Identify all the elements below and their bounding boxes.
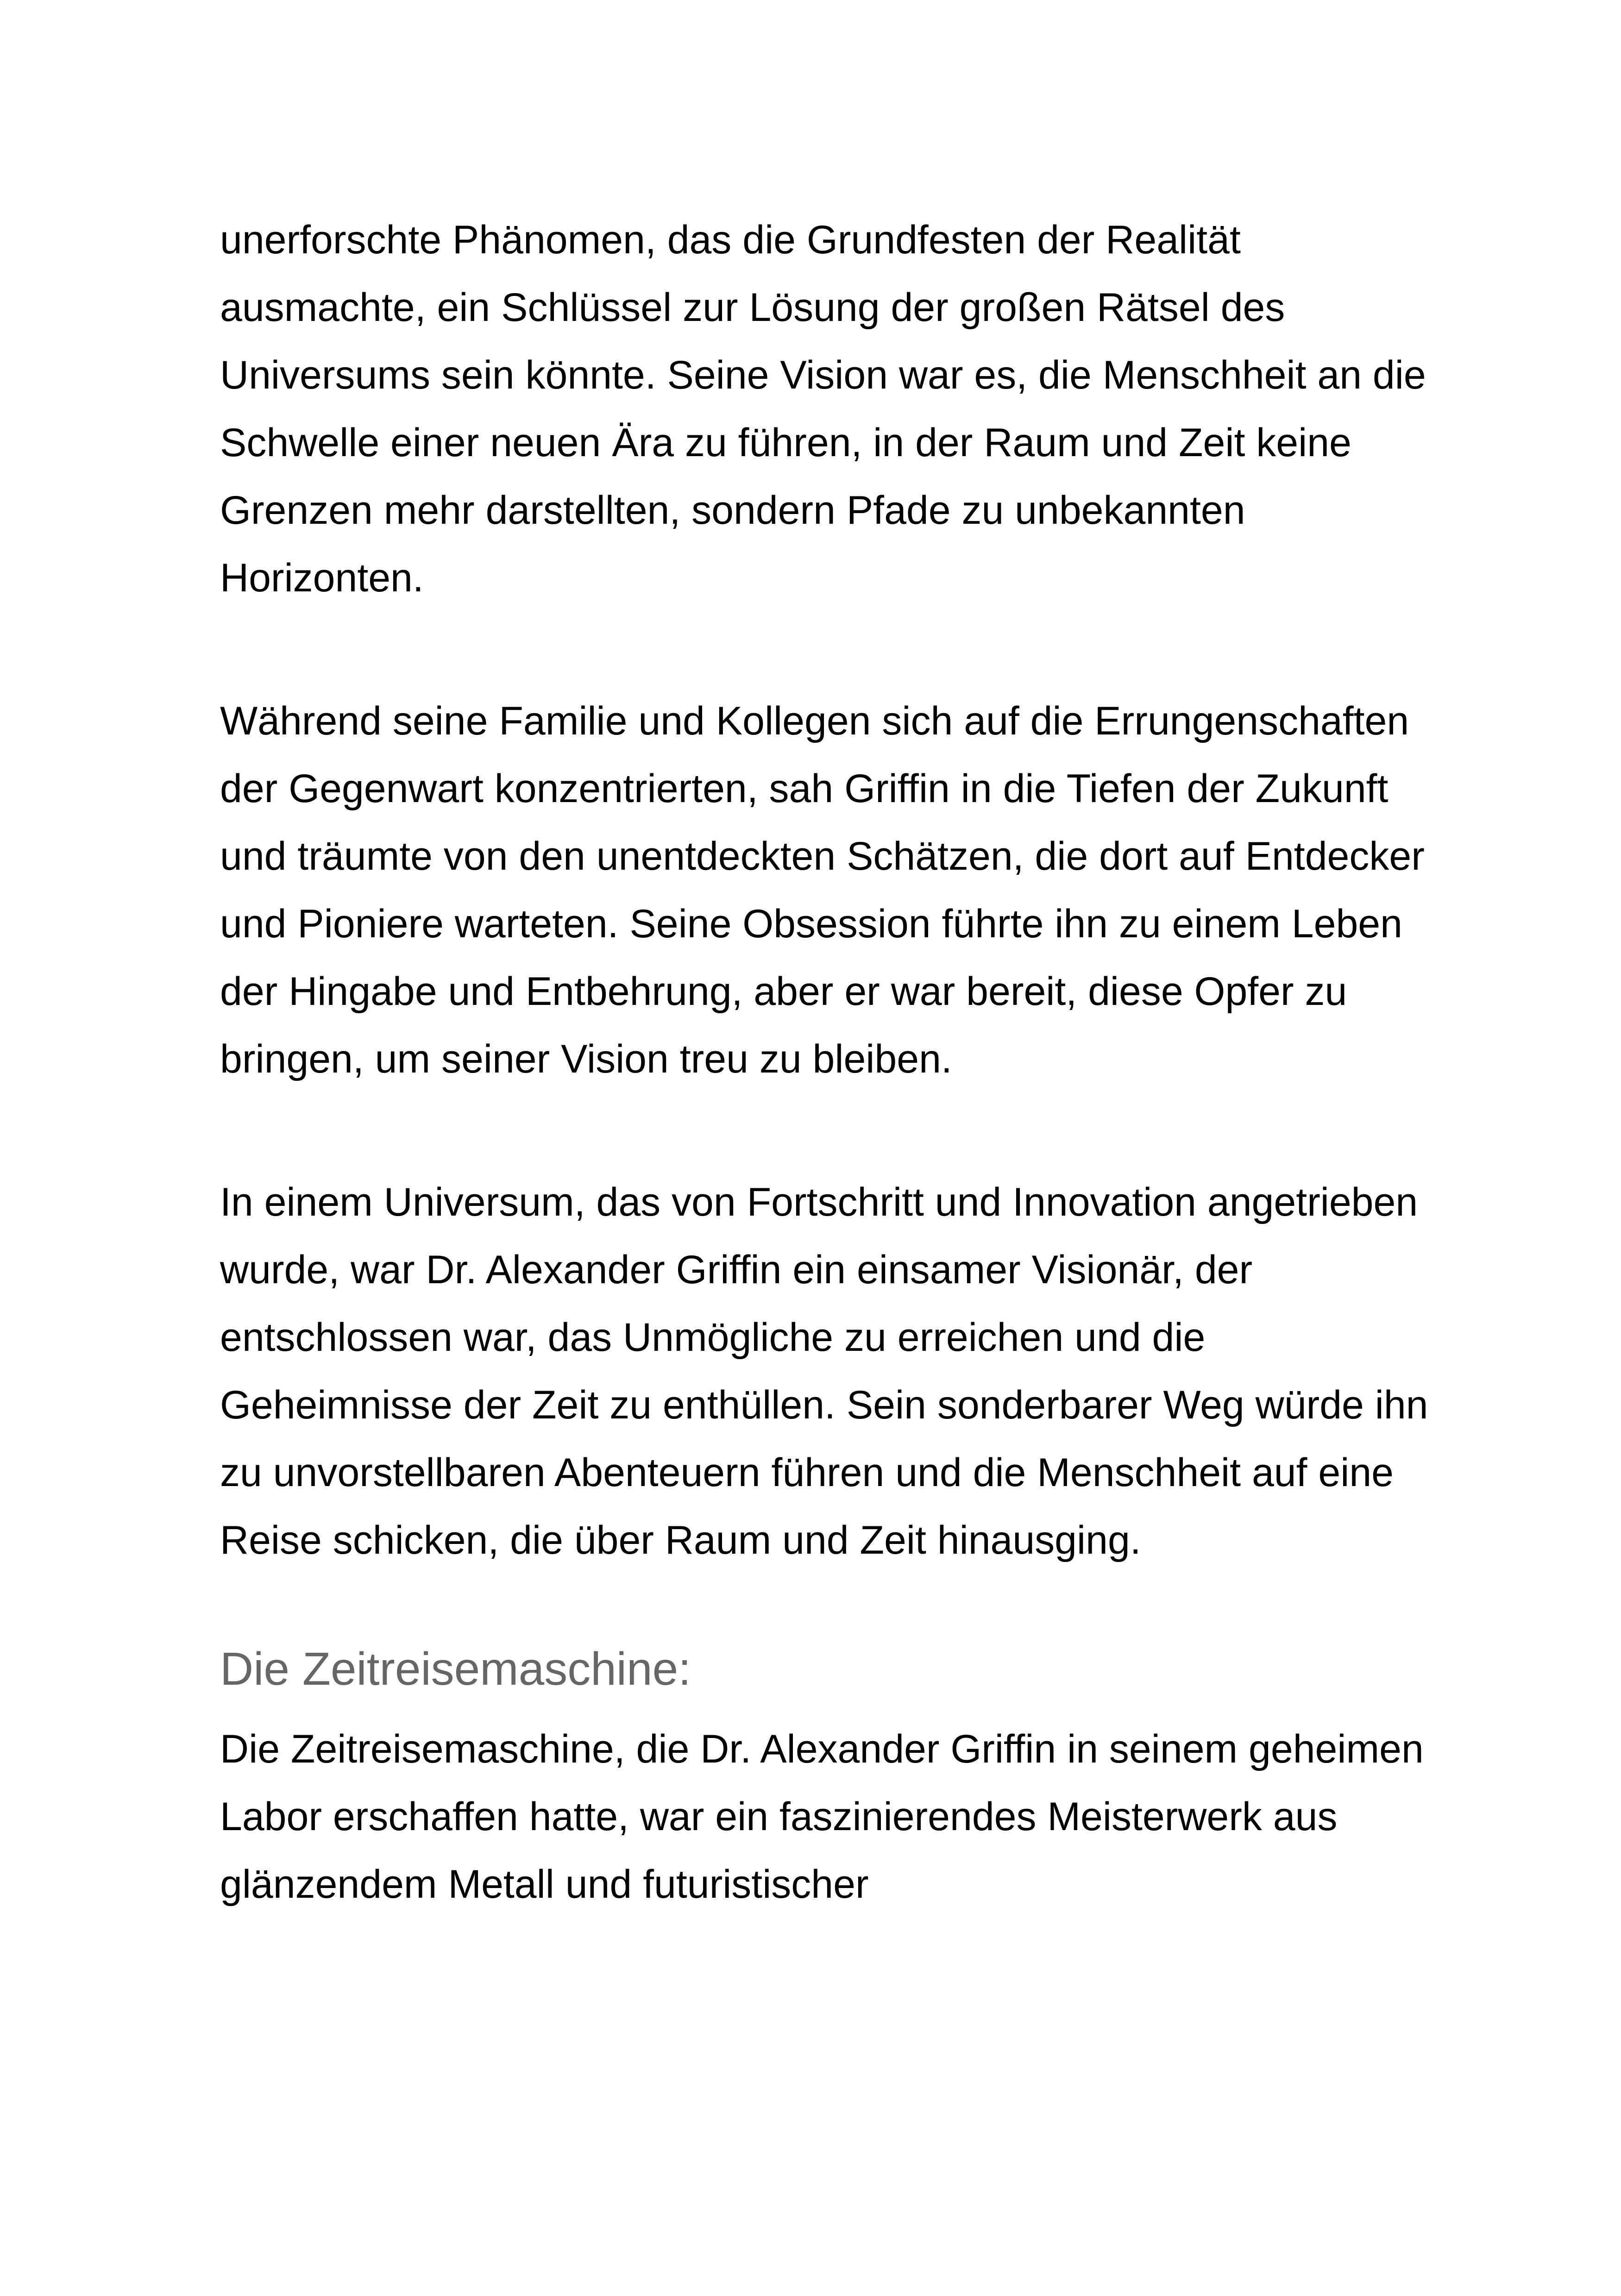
body-paragraph: In einem Universum, das von Fortschritt und Innovation angetrieben wurde, war Dr. Alexander Griffin ein einsamer Visionär, der entschlossen war, das Unmögliche zu erreichen und die Geheimnisse der Zeit zu enthüllen. Sein sonderbarer Weg würde ihn zu unvorstellbaren Abenteuern führen und die Menschheit auf eine Reise schicken, die über Raum und Zeit hinausging.: [220, 1180, 1428, 1562]
body-paragraph: Während seine Familie und Kollegen sich auf die Errungenschaften der Gegenwart konzentrierten, sah Griffin in die Tiefen der Zukunft und träumte von den unentdeckten Schätzen, die dort auf Entdecker und Pioniere warteten. Seine Obsession führte ihn zu einem Leben der Hingabe und Entbehrung, aber er war bereit, diese Opfer zu bringen, um seiner Vision treu zu bleiben.: [220, 699, 1425, 1081]
document-page: [220, 206, 1433, 1918]
section-body-paragraph: Die Zeitreisemaschine, die Dr. Alexander Griffin in seinem geheimen Labor erschaffen hatte, war ein faszinierendes Meisterwerk aus glänzendem Metall und futuristischer: [220, 1727, 1424, 1907]
body-paragraph: unerforschte Phänomen, das die Grundfesten der Realität ausmachte, ein Schlüssel zur Lösung der großen Rätsel des Universums sein könnte. Seine Vision war es, die Menschheit an die Schwelle einer neuen Ära zu führen, in der Raum und Zeit keine Grenzen mehr darstellten, sondern Pfade zu unbekannten Horizonten.: [220, 218, 1426, 600]
section-heading: Die Zeitreisemaschine:: [220, 1643, 691, 1695]
